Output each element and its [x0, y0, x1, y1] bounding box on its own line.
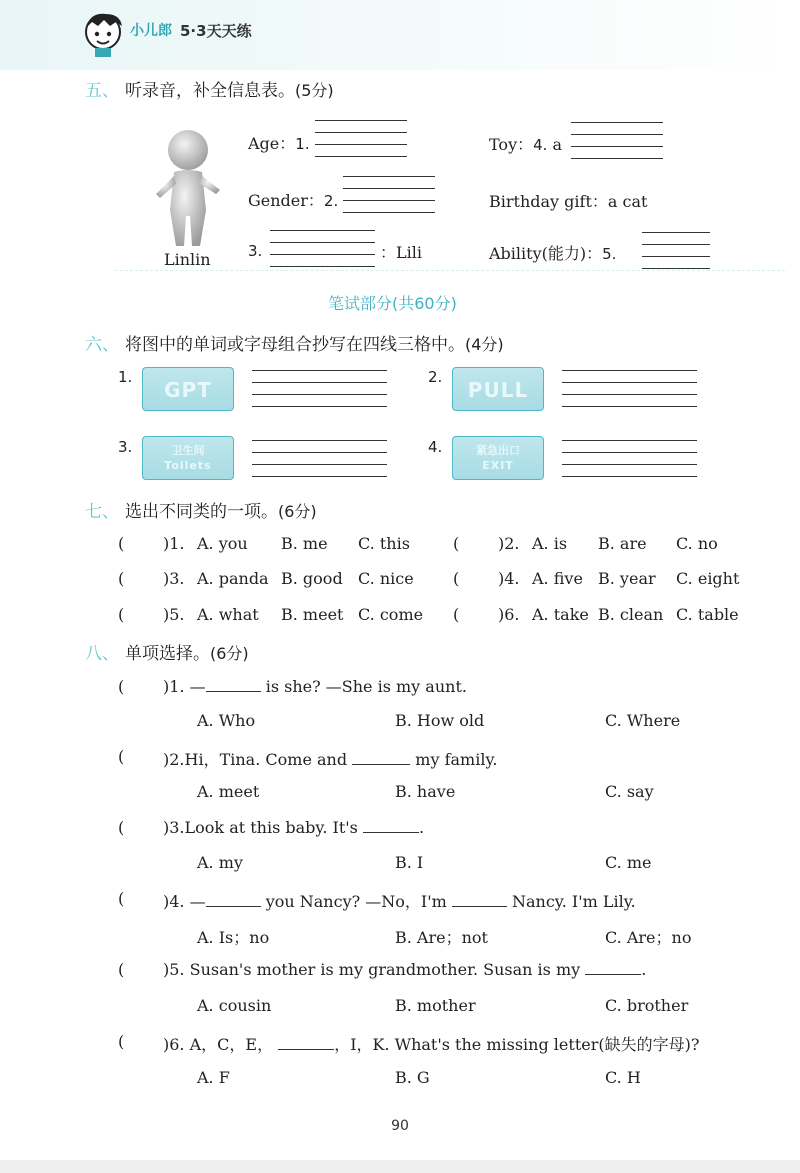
mc-q2-option-c: C. say [605, 782, 654, 801]
mc-question-4: )4. — you Nancy? —No，I'm Nancy. I'm Lily. [163, 892, 636, 911]
classify-q1-a: A. you [197, 534, 248, 553]
classify-q5-c: C. come [358, 605, 424, 624]
mc-q2-option-a: A. meet [197, 782, 260, 801]
mc-q2-option-b: B. have [395, 782, 456, 801]
mc-question-5: )5. Susan's mother is my grandmother. Susan is my . [163, 960, 647, 979]
classify-q3: )3. [163, 569, 185, 588]
item3-number: 3. [248, 242, 263, 260]
classify-q4: )4. [498, 569, 520, 588]
classify-q6-a: A. take [532, 605, 589, 624]
gender-label: Gender：2. [248, 191, 339, 210]
answer-paren[interactable]: ( [453, 569, 460, 588]
ability-label: Ability(能力)：5. [489, 244, 617, 263]
mc-q4-option-c: C. Are；no [605, 928, 692, 947]
birthday-gift-text: Birthday gift：a cat [489, 192, 648, 211]
mc-q5-option-c: C. brother [605, 996, 689, 1015]
answer-blank[interactable] [206, 691, 261, 692]
mascot-boy-icon [80, 8, 126, 58]
mc-q6-option-b: B. G [395, 1068, 430, 1087]
copy-item-2-lines[interactable] [562, 370, 697, 406]
section6-title: 六、 将图中的单词或字母组合抄写在四线三格中。(4分) [85, 335, 504, 355]
answer-paren[interactable]: ( [118, 1032, 125, 1051]
mc-q1-option-b: B. How old [395, 711, 485, 730]
section7-title: 七、 选出不同类的一项。(6分) [85, 502, 317, 522]
mc-q3-option-b: B. I [395, 853, 424, 872]
classify-q1-b: B. me [281, 534, 328, 553]
section-divider [115, 270, 785, 271]
classify-q6: )6. [498, 605, 520, 624]
mc-q4-option-b: B. Are；not [395, 928, 488, 947]
age-label: Age：1. [248, 134, 310, 153]
answer-blank[interactable] [585, 974, 641, 975]
gpt-sign-image: GPT [142, 367, 234, 411]
classify-q3-b: B. good [281, 569, 343, 588]
page-number: 90 [391, 1118, 409, 1134]
toy-writing-lines[interactable] [571, 122, 663, 158]
mc-question-1: )1. — is she? —She is my aunt. [163, 677, 467, 696]
answer-paren[interactable]: ( [118, 747, 125, 766]
item3-writing-lines[interactable] [270, 230, 375, 266]
answer-paren[interactable]: ( [453, 534, 460, 553]
pull-sign-image: PULL [452, 367, 544, 411]
copy-item-1-number: 1. [118, 368, 133, 386]
mc-q5-option-a: A. cousin [197, 996, 272, 1015]
answer-paren[interactable]: ( [453, 605, 460, 624]
classify-q1-c: C. this [358, 534, 410, 553]
mc-question-2: )2.Hi，Tina. Come and my family. [163, 750, 498, 769]
copy-item-4-lines[interactable] [562, 440, 697, 476]
answer-blank[interactable] [352, 764, 410, 765]
classify-q5-b: B. meet [281, 605, 344, 624]
mc-q3-option-c: C. me [605, 853, 652, 872]
footer-band [0, 1160, 800, 1173]
classify-q3-c: C. nice [358, 569, 414, 588]
classify-q4-c: C. eight [676, 569, 740, 588]
answer-paren[interactable]: ( [118, 960, 125, 979]
classify-q5: )5. [163, 605, 185, 624]
copy-item-4-number: 4. [428, 438, 443, 456]
answer-blank[interactable] [363, 832, 419, 833]
brand-logo: 小儿郎 [130, 23, 172, 39]
answer-paren[interactable]: ( [118, 534, 125, 553]
toy-label: Toy：4. a [489, 135, 563, 154]
classify-q2-a: A. is [532, 534, 568, 553]
copy-item-1-lines[interactable] [252, 370, 387, 406]
mc-q6-option-c: C. H [605, 1068, 641, 1087]
classify-q2-c: C. no [676, 534, 718, 553]
section8-title: 八、 单项选择。(6分) [85, 644, 249, 664]
classify-q4-a: A. five [532, 569, 583, 588]
answer-paren[interactable]: ( [118, 677, 125, 696]
exit-sign-image: 紧急出口 EXIT [452, 436, 544, 480]
written-part-heading: 笔试部分(共60分) [328, 294, 457, 313]
copy-item-2-number: 2. [428, 368, 443, 386]
answer-paren[interactable]: ( [118, 569, 125, 588]
classify-q6-b: B. clean [598, 605, 664, 624]
answer-blank[interactable] [452, 906, 507, 907]
answer-paren[interactable]: ( [118, 818, 125, 837]
gender-writing-lines[interactable] [343, 176, 435, 212]
linlin-figure [150, 128, 226, 250]
answer-blank[interactable] [206, 906, 261, 907]
classify-q1: )1. [163, 534, 185, 553]
mc-q1-option-a: A. Who [197, 711, 256, 730]
answer-paren[interactable]: ( [118, 889, 125, 908]
section5-title: 五、 听录音，补全信息表。(5分) [85, 81, 334, 101]
ability-writing-lines[interactable] [642, 232, 710, 268]
age-writing-lines[interactable] [315, 120, 407, 156]
copy-item-3-lines[interactable] [252, 440, 387, 476]
mc-q4-option-a: A. Is；no [197, 928, 270, 947]
answer-paren[interactable]: ( [118, 605, 125, 624]
toilets-sign-image: 卫生间 Toilets [142, 436, 234, 480]
classify-q2: )2. [498, 534, 520, 553]
classify-q4-b: B. year [598, 569, 656, 588]
answer-blank[interactable] [278, 1049, 334, 1050]
series-title: 5·3天天练 [180, 22, 252, 40]
mc-q6-option-a: A. F [197, 1068, 230, 1087]
copy-item-3-number: 3. [118, 438, 133, 456]
mc-q3-option-a: A. my [197, 853, 243, 872]
mc-q5-option-b: B. mother [395, 996, 476, 1015]
classify-q3-a: A. panda [197, 569, 269, 588]
mc-question-3: )3.Look at this baby. It's . [163, 818, 425, 837]
character-name: Linlin [164, 250, 211, 269]
item3-suffix: ：Lili [380, 243, 422, 262]
mc-question-6: )6. A，C，E， ，I，K. What's the missing letter(缺失的字母)? [163, 1035, 700, 1054]
classify-q2-b: B. are [598, 534, 647, 553]
mc-q1-option-c: C. Where [605, 711, 681, 730]
classify-q6-c: C. table [676, 605, 739, 624]
classify-q5-a: A. what [197, 605, 259, 624]
